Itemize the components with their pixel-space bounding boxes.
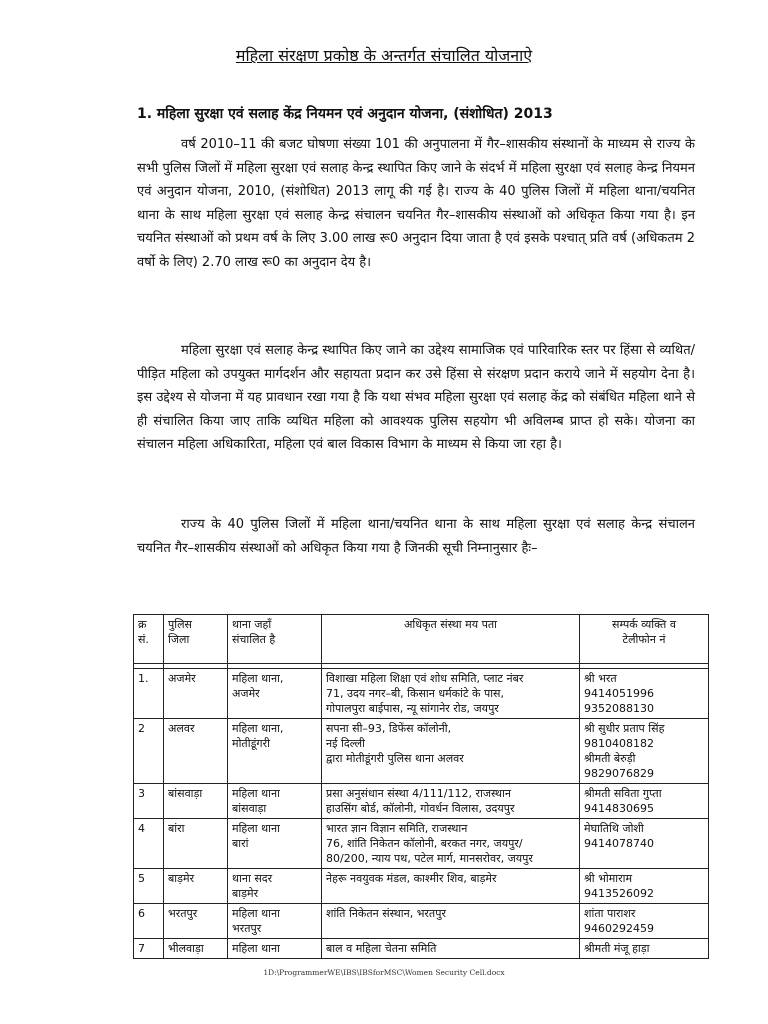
- contact-cell: [580, 719, 709, 784]
- thana-cell: [228, 669, 322, 719]
- serial-header-line: सं.: [138, 633, 149, 646]
- organizations-table: [133, 614, 709, 959]
- district-header-line: पुलिस: [168, 618, 192, 631]
- contact-cell-line: 9414078740: [584, 837, 654, 850]
- serial-cell-line: 5: [138, 872, 145, 885]
- serial-header: [134, 615, 164, 664]
- table-row: [134, 904, 709, 939]
- contact-cell: [580, 669, 709, 719]
- table-row: [134, 869, 709, 904]
- district-cell-line: अजमेर: [168, 672, 196, 685]
- paragraph-3: राज्य के 40 पुलिस जिलों में महिला थाना/चयनित थाना के साथ महिला सुरक्षा एवं सलाह केन्द्र संचालन चयनित गैर–शासकीय संस्थाओं को अधिकृत किया गया है जिनकी सूची निम्नानुसार हैः–: [137, 517, 695, 556]
- serial-cell: [134, 784, 164, 819]
- organization-cell-line: शांति निकेतन संस्थान, भरतपुर: [326, 907, 446, 920]
- thana-cell: [228, 939, 322, 959]
- table-row: [134, 669, 709, 719]
- thana-cell-line: महिला थाना: [232, 942, 280, 955]
- organization-cell-line: भारत ज्ञान विज्ञान समिति, राजस्थान: [326, 822, 468, 835]
- district-cell-line: बाड़मेर: [168, 872, 195, 885]
- district-cell: [164, 784, 228, 819]
- thana-cell-line: महिला थाना: [232, 787, 280, 800]
- table-row: [134, 784, 709, 819]
- organization-cell: [322, 904, 580, 939]
- file-path-footer: 1D:\ProgrammerWE\IBS\IBSforMSC\Women Security Cell.docx: [263, 968, 505, 977]
- district-cell-line: बांरा: [168, 822, 185, 835]
- organization-cell-line: सपना सी–93, डिफेंस कॉलोनी,: [326, 722, 452, 735]
- organization-cell-line: नेहरू नवयुवक मंडल, काश्मीर शिव, बाड़मेर: [326, 872, 497, 885]
- thana-cell: [228, 904, 322, 939]
- district-header-line: जिला: [168, 633, 190, 646]
- contact-cell: [580, 904, 709, 939]
- contact-cell-line: 9352088130: [584, 702, 654, 715]
- contact-cell-line: 9829076829: [584, 767, 654, 780]
- organization-cell-line: प्रसा अनुसंधान संस्था 4/111/112, राजस्थान: [326, 787, 512, 800]
- contact-cell: [580, 939, 709, 959]
- district-cell: [164, 869, 228, 904]
- paragraph-1: वर्ष 2010–11 की बजट घोषणा संख्या 101 की अनुपालना में गैर–शासकीय संस्थानों के माध्यम से राज्य के सभी पुलिस जिलों में महिला सुरक्षा एवं सलाह केन्द्र स्थापित किए जाने के संदर्भ में महिला सुरक्षा एवं सलाह केन्द्र नियमन एवं अनुदान योजना, 2010, (संशोधित) 2013 लागू की गई है। राज्य के 40 पुलिस जिलों में महिला थाना/चयनित थाना के साथ महिला सुरक्षा एवं सलाह केन्द्र संचालन चयनित गैर–शासकीय संस्थाओं को अधिकृत किया गया है। इन चयनित संस्थाओं को प्रथम वर्ष के लिए 3.00 लाख रू0 अनुदान दिया जाता है एवं इसके पश्चात् प्रति वर्ष (अधिकतम 2 वर्षो के लिए) 2.70 लाख रू0 का अनुदान देय है।: [137, 137, 695, 270]
- organization-cell-line: विशाखा महिला शिक्षा एवं शोध समिति, प्लाट नंबर: [326, 672, 524, 685]
- contact-cell-line: 9810408182: [584, 737, 654, 750]
- table-row: [134, 819, 709, 869]
- district-cell: [164, 819, 228, 869]
- table-header-row: [134, 615, 709, 664]
- thana-cell: [228, 784, 322, 819]
- thana-cell-line: अजमेर: [232, 687, 260, 700]
- contact-cell-line: श्रीमती बेरुड़ी: [584, 752, 636, 765]
- contact-cell-line: श्री भोमाराम: [584, 872, 633, 885]
- page-title: महिला संरक्षण प्रकोष्ठ के अन्तर्गत संचालित योजनाऐ: [235, 46, 533, 65]
- organization-cell: [322, 784, 580, 819]
- organization-cell: [322, 819, 580, 869]
- contact-cell-line: मेघातिथि जोशी: [584, 822, 644, 835]
- district-cell-line: बांसवाड़ा: [168, 787, 203, 800]
- serial-cell: [134, 819, 164, 869]
- thana-cell: [228, 719, 322, 784]
- serial-cell-line: 2: [138, 722, 145, 735]
- organization-cell: [322, 669, 580, 719]
- organization-cell-line: 71, उदय नगर–बी, किसान धर्मकांटे के पास,: [326, 687, 504, 700]
- thana-cell-line: मोतीडूंगरी: [232, 737, 270, 750]
- section-heading: 1. महिला सुरक्षा एवं सलाह केंद्र नियमन एवं अनुदान योजना, (संशोधित) 2013: [137, 106, 553, 122]
- district-cell-line: अलवर: [168, 722, 195, 735]
- district-cell: [164, 904, 228, 939]
- contact-cell-line: 9414830695: [584, 802, 654, 815]
- thana-cell: [228, 819, 322, 869]
- serial-cell-line: 6: [138, 907, 145, 920]
- organization-cell-line: नई दिल्ली: [326, 737, 365, 750]
- serial-cell: [134, 904, 164, 939]
- thana-cell-line: महिला थाना: [232, 822, 280, 835]
- organization-cell: [322, 719, 580, 784]
- table-row: [134, 719, 709, 784]
- thana-header-line: संचालित है: [232, 633, 276, 646]
- thana-cell-line: महिला थाना,: [232, 672, 284, 685]
- thana-cell-line: थाना सदर: [232, 872, 273, 885]
- organization-cell: [322, 869, 580, 904]
- thana-cell-line: महिला थाना,: [232, 722, 284, 735]
- contact-cell: [580, 869, 709, 904]
- table-row: [134, 939, 709, 959]
- organization-cell-line: 80/200, न्याय पथ, पटेल मार्ग, मानसरोवर, जयपुर: [326, 852, 533, 865]
- organization-cell-line: गोपालपुरा बाईपास, न्यू सांगानेर रोड, जयपुर: [326, 702, 499, 715]
- serial-cell-line: 4: [138, 822, 145, 835]
- district-cell-line: भीलवाड़ा: [168, 942, 204, 955]
- organization-cell-line: बाल व महिला चेतना समिति: [326, 942, 437, 955]
- thana-cell-line: महिला थाना: [232, 907, 280, 920]
- serial-cell-line: 3: [138, 787, 145, 800]
- thana-header-line: थाना जहाँ: [232, 618, 272, 631]
- contact-cell: [580, 819, 709, 869]
- organization-cell-line: 76, शांति निकेतन कॉलोनी, बरकत नगर, जयपुर/: [326, 837, 523, 850]
- organization-cell-line: हाउसिंग बोर्ड, कॉलोनी, गोवर्धन विलास, उदयपुर: [326, 802, 515, 815]
- table-body: [134, 664, 709, 959]
- contact-cell-line: 9460292459: [584, 922, 654, 935]
- contact-cell-line: श्री सुधीर प्रताप सिंह: [584, 722, 665, 735]
- serial-cell: [134, 869, 164, 904]
- district-cell: [164, 939, 228, 959]
- thana-cell-line: भरतपुर: [232, 922, 262, 935]
- contact-header-line: सम्पर्क व्यक्ति व: [612, 618, 676, 631]
- organization-header: [322, 615, 580, 664]
- district-header: [164, 615, 228, 664]
- thana-cell-line: बांसवाड़ा: [232, 802, 267, 815]
- organization-header-line: अधिकृत संस्था मय पता: [404, 618, 497, 631]
- thana-cell-line: बाड़मेर: [232, 887, 259, 900]
- thana-cell: [228, 869, 322, 904]
- serial-cell-line: 7: [138, 942, 145, 955]
- organization-cell: [322, 939, 580, 959]
- contact-header-line: टेलीफोन नं: [622, 633, 666, 646]
- district-cell: [164, 669, 228, 719]
- district-cell-line: भरतपुर: [168, 907, 198, 920]
- contact-cell-line: श्रीमती मंजू हाड़ा: [584, 942, 650, 955]
- contact-header: [580, 615, 709, 664]
- organization-cell-line: द्वारा मोतीडूंगरी पुलिस थाना अलवर: [326, 752, 464, 765]
- district-cell: [164, 719, 228, 784]
- contact-cell: [580, 784, 709, 819]
- thana-header: [228, 615, 322, 664]
- serial-cell: [134, 719, 164, 784]
- serial-cell: [134, 939, 164, 959]
- contact-cell-line: शांता पाराशर: [584, 907, 636, 920]
- serial-cell: [134, 669, 164, 719]
- contact-cell-line: 9413526092: [584, 887, 654, 900]
- paragraph-2: महिला सुरक्षा एवं सलाह केन्द्र स्थापित किए जाने का उद्देश्य सामाजिक एवं पारिवारिक स्तर पर हिंसा से व्यथित/पीड़ित महिला को उपयुक्त मार्गदर्शन और सहायता प्रदान कर उसे हिंसा से संरक्षण प्रदान कराये जाने में सहयोग देना है। इस उद्देश्य से योजना में यह प्रावधान रखा गया है कि यथा संभव महिला सुरक्षा एवं सलाह केंद्र को संबंधित महिला थाने से ही संचालित किया जाए ताकि व्यथित महिला को आवश्यक पुलिस सहयोग भी अविलम्ब प्राप्त हो सके। योजना का संचालन महिला अधिकारिता, महिला एवं बाल विकास विभाग के माध्यम से किया जा रहा है।: [137, 343, 695, 452]
- contact-cell-line: श्रीमती सविता गुप्ता: [584, 787, 662, 800]
- contact-cell-line: श्री भरत: [584, 672, 617, 685]
- contact-cell-line: 9414051996: [584, 687, 654, 700]
- thana-cell-line: बारां: [232, 837, 249, 850]
- serial-cell-line: 1.: [138, 672, 149, 685]
- serial-header-line: क्र: [138, 618, 147, 631]
